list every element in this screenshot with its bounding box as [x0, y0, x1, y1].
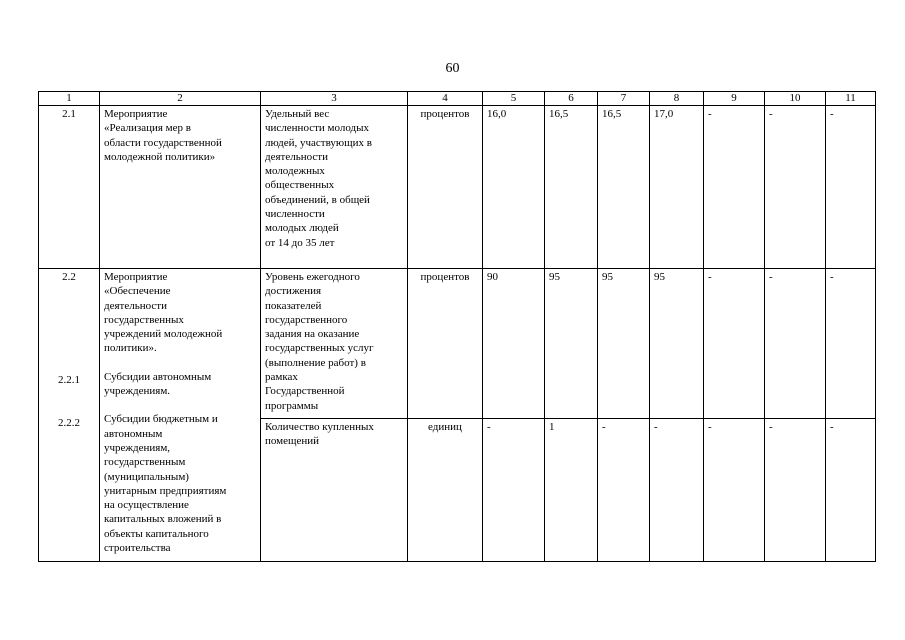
value-cell: 95 — [598, 269, 650, 419]
value-cell: - — [765, 106, 826, 269]
value-cell: - — [765, 269, 826, 419]
value-cell: 95 — [545, 269, 598, 419]
value-cell: - — [483, 419, 545, 562]
value-cell: - — [826, 106, 876, 269]
table-row — [39, 106, 876, 269]
page-number: 60 — [445, 61, 460, 76]
indicator-cell: Удельный вес численности молодых людей, участвующих в деятельности молодежных общественных объединений, в общей численности молодых людей от 14 до 35 лет — [261, 106, 408, 269]
value-cell: 1 — [545, 419, 598, 562]
activity-cell — [100, 269, 261, 562]
value-cell: - — [704, 269, 765, 419]
header-cell: 2 — [100, 92, 261, 106]
unit-cell: единиц — [408, 419, 483, 562]
header-cell: 5 — [483, 92, 545, 106]
header-cell: 1 — [39, 92, 100, 106]
row-code-group — [39, 269, 100, 562]
activity-sub: Субсидии бюджетным и автономным учреждениям, государственным (муниципальным) унитарным предприятиям на осуществление капитальных вложений в объекты капитального строительства — [104, 413, 227, 555]
activity-main: Мероприятие «Обеспечение деятельности государственных учреждений молодежной политики». — [104, 271, 223, 355]
activity-sub: Субсидии автономным учреждениям. — [104, 370, 212, 398]
value-cell: 16,5 — [598, 106, 650, 269]
header-cell: 7 — [598, 92, 650, 106]
value-cell: - — [704, 106, 765, 269]
value-cell: - — [765, 419, 826, 562]
value-cell: 16,0 — [483, 106, 545, 269]
unit-cell: процентов — [408, 269, 483, 419]
header-cell: 9 — [704, 92, 765, 106]
header-cell: 4 — [408, 92, 483, 106]
table-row — [39, 269, 876, 419]
sub-code: 2.2.1 — [58, 374, 80, 386]
value-cell: 95 — [650, 269, 704, 419]
value-cell: - — [704, 419, 765, 562]
unit-cell: процентов — [408, 106, 483, 269]
header-cell: 8 — [650, 92, 704, 106]
sub-code: 2.2.2 — [58, 417, 80, 429]
header-cell: 6 — [545, 92, 598, 106]
indicators-table — [38, 91, 876, 562]
row-code: 2.2 — [62, 271, 76, 283]
header-cell: 10 — [765, 92, 826, 106]
header-cell: 3 — [261, 92, 408, 106]
value-cell: - — [650, 419, 704, 562]
value-cell: - — [826, 419, 876, 562]
header-row — [39, 92, 876, 106]
activity-cell: Мероприятие «Реализация мер в области государственной молодежной политики» — [100, 106, 261, 269]
row-code: 2.1 — [39, 106, 100, 269]
value-cell: 90 — [483, 269, 545, 419]
value-cell: - — [598, 419, 650, 562]
value-cell: - — [826, 269, 876, 419]
header-cell: 11 — [826, 92, 876, 106]
indicator-cell: Уровень ежегодного достижения показателей государственного задания на оказание государственных услуг (выполнение работ) в рамках Государственной программы — [261, 269, 408, 419]
value-cell: 17,0 — [650, 106, 704, 269]
indicator-cell: Количество купленных помещений — [261, 419, 408, 562]
value-cell: 16,5 — [545, 106, 598, 269]
